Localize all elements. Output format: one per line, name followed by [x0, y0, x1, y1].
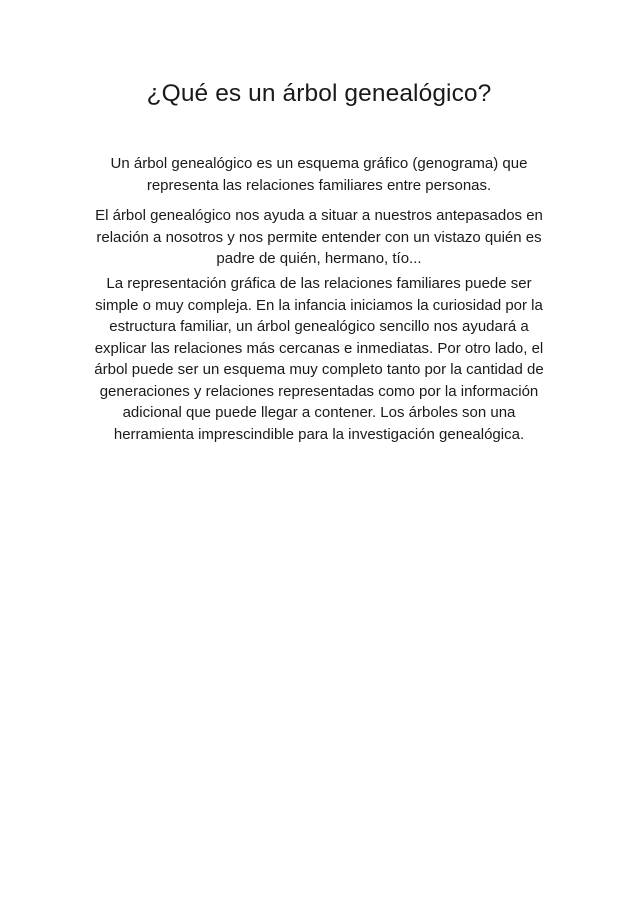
page-title: ¿Qué es un árbol genealógico?: [146, 80, 492, 107]
paragraph-representation: La representación gráfica de las relaciones familiares puede ser simple o muy compleja. En la infancia iniciamos la curiosidad por la estructura familiar, un árbol genealógico sencillo nos ayudará a explicar las relaciones más cercanas e inmediatas. Por otro lado, el árbol puede ser un esquema muy completo tanto por la cantidad de generaciones y relaciones representadas como por la información adicional que puede llegar a contener. Los árboles son una herramienta imprescindible para la investigación genealógica.: [94, 275, 544, 443]
paragraph-definition: Un árbol genealógico es un esquema gráfico (genograma) que representa las relaciones familiares entre personas.: [110, 155, 528, 194]
paragraph-purpose: El árbol genealógico nos ayuda a situar a nuestros antepasados en relación a nosotros y nos permite entender con un vistazo quién es padre de quién, hermano, tío...: [95, 207, 543, 267]
